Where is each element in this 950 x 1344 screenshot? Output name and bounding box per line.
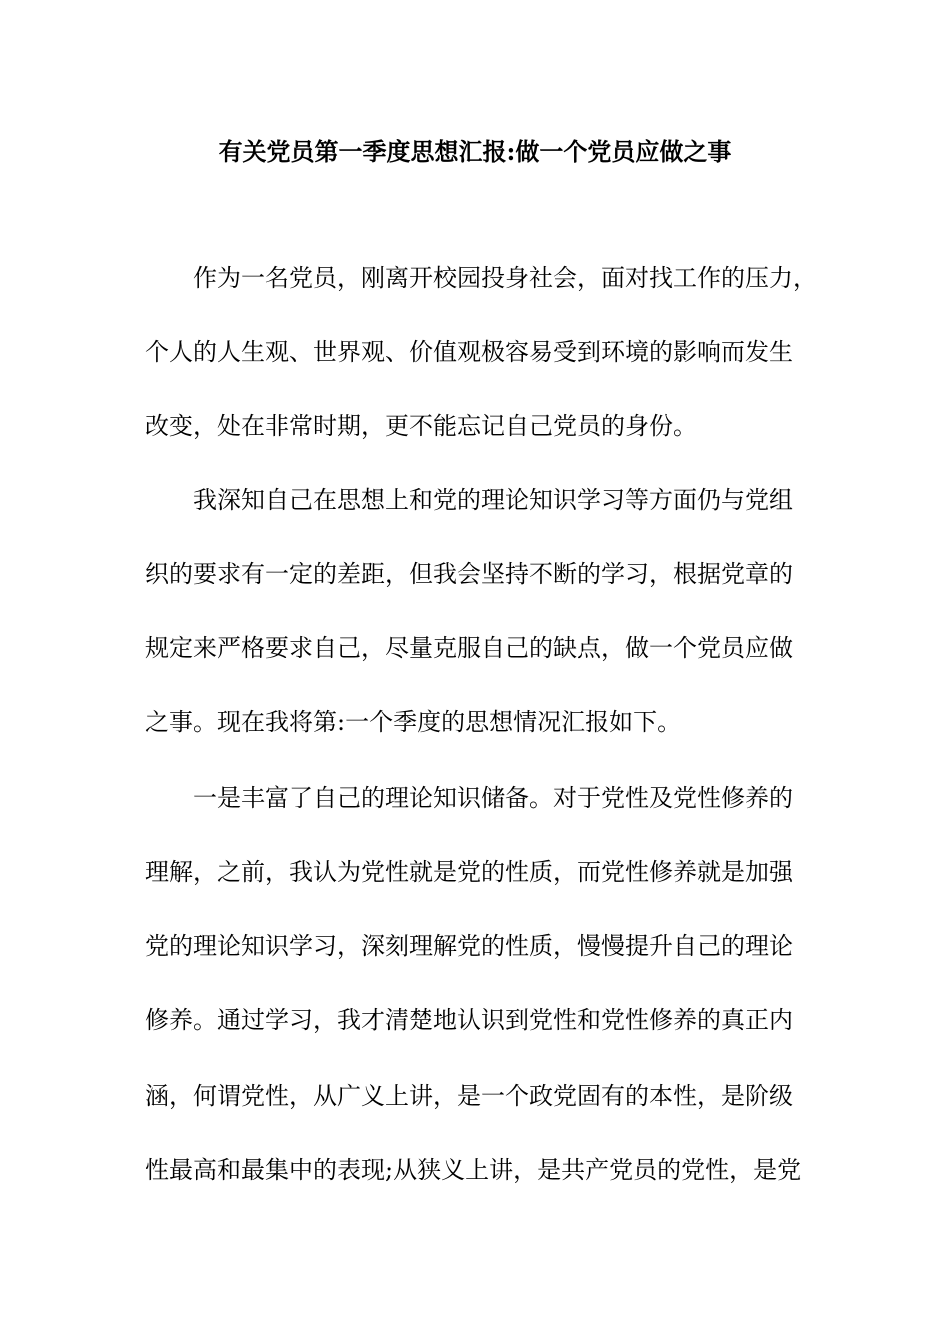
paragraph-3-line-2: 理解，之前，我认为党性就是党的性质，而党性修养就是加强 xyxy=(145,858,793,886)
paragraph-1-line-2: 个人的人生观、世界观、价值观极容易受到环境的影响而发生 xyxy=(145,338,793,366)
paragraph-3-line-3: 党的理论知识学习，深刻理解党的性质，慢慢提升自己的理论 xyxy=(145,932,793,960)
document-title: 有关党员第一季度思想汇报:做一个党员应做之事 xyxy=(218,137,732,166)
paragraph-1-line-3: 改变，处在非常时期，更不能忘记自己党员的身份。 xyxy=(145,412,697,440)
paragraph-2-line-4: 之事。现在我将第:一个季度的思想情况汇报如下。 xyxy=(145,708,682,736)
paragraph-2-line-3: 规定来严格要求自己，尽量克服自己的缺点，做一个党员应做 xyxy=(145,634,793,662)
paragraph-3-line-1: 一是丰富了自己的理论知识储备。对于党性及党性修养的 xyxy=(193,784,793,812)
paragraph-3-line-6: 性最高和最集中的表现;从狭义上讲，是共产党员的党性，是党 xyxy=(145,1156,802,1184)
paragraph-2-line-2: 织的要求有一定的差距，但我会坚持不断的学习，根据党章的 xyxy=(145,560,793,588)
paragraph-1-line-1: 作为一名党员，刚离开校园投身社会，面对找工作的压力， xyxy=(193,264,817,292)
paragraph-3-line-5: 涵，何谓党性，从广义上讲，是一个政党固有的本性，是阶级 xyxy=(145,1082,793,1110)
paragraph-2-line-1: 我深知自己在思想上和党的理论知识学习等方面仍与党组 xyxy=(193,486,793,514)
paragraph-3-line-4: 修养。通过学习，我才清楚地认识到党性和党性修养的真正内 xyxy=(145,1006,793,1034)
